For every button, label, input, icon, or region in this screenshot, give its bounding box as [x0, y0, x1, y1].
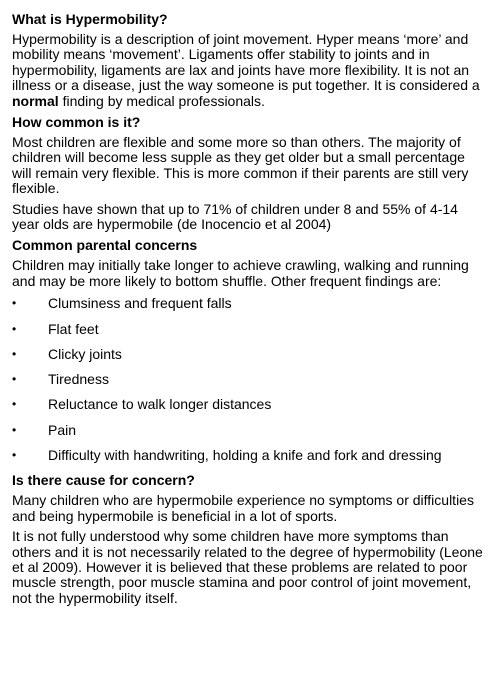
- paragraph-no-symptoms: Many children who are hypermobile experience no symptoms or difficulties and being hypermobile is beneficial in a lot of sports.: [12, 492, 474, 524]
- paragraph-understanding: It is not fully understood why some children have more symptoms than others and it is not necessarily related to the degree of hypermobility (Leone et al 2009). However it is believed that these problems are related to poor muscle strength, poor muscle stamina and poor control of joint movement, not the hypermobility itself.: [12, 528, 483, 606]
- bullet-icon: •: [12, 372, 17, 387]
- paragraph-definition-text-after: finding by medical professionals.: [58, 92, 265, 109]
- heading-how-common: How common is it?: [12, 114, 141, 131]
- heading-cause-for-concern: Is there cause for concern?: [12, 472, 195, 489]
- paragraph-definition: [12, 32, 483, 109]
- bullet-icon: •: [12, 422, 17, 437]
- bullet-icon: •: [12, 448, 17, 463]
- list-item: [12, 346, 483, 371]
- emphasis-normal: normal: [12, 92, 59, 109]
- bullet-icon: •: [12, 397, 17, 412]
- paragraph-definition-text-before: Hypermobility is a description of joint movement. Hyper means ‘more’ and mobility means ‘movement’. Ligaments offer stability to joints and in hypermobility, ligaments are lax and joints have more flexibility. It is not an illness or a disease, just the way someone is put together. It is considered a: [12, 31, 480, 94]
- list-item-text: Clumsiness and frequent falls: [48, 295, 232, 312]
- paragraph-studies: Studies have shown that up to 71% of children under 8 and 55% of 4-14 year olds are hypermobile (de Inocencio et al 2004): [12, 200, 458, 233]
- list-item-text: Difficulty with handwriting, holding a knife and fork and dressing: [48, 447, 442, 464]
- list-item-text: Tiredness: [48, 371, 109, 388]
- bullet-icon: •: [12, 296, 17, 311]
- heading-parental-concerns: Common parental concerns: [12, 237, 198, 254]
- heading-what-is-hypermobility: What is Hypermobility?: [12, 11, 168, 27]
- list-item: [12, 295, 483, 320]
- list-item: [12, 321, 483, 346]
- list-item-text: Flat feet: [48, 320, 99, 337]
- bullet-icon: •: [12, 346, 17, 361]
- list-item-text: Reluctance to walk longer distances: [48, 396, 272, 413]
- list-item-text: Pain: [48, 421, 77, 438]
- list-item: [12, 371, 483, 396]
- paragraph-flexibility: Most children are flexible and some more so than others. The majority of children will become less supple as they get older but a small percentage will remain very flexible. This is more common if their parents are still very flexible.: [12, 134, 469, 197]
- list-item: [12, 396, 483, 421]
- paragraph-development: Children may initially take longer to achieve crawling, walking and running and may be more likely to bottom shuffle. Other frequent findings are:: [12, 257, 469, 289]
- list-item: [12, 422, 483, 447]
- list-item: [12, 447, 483, 472]
- bullet-icon: •: [12, 321, 17, 336]
- findings-list: [12, 295, 483, 472]
- list-item-text: Clicky joints: [48, 345, 122, 362]
